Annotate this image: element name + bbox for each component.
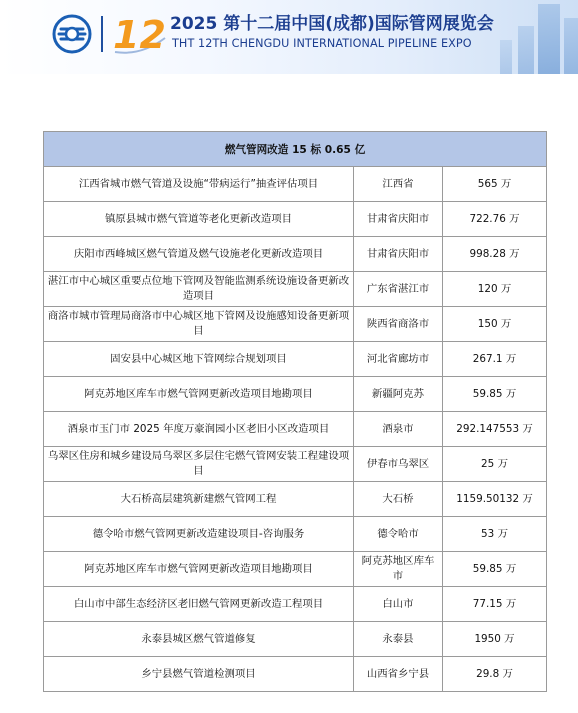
location-cell: 伊春市乌翠区 <box>354 447 443 482</box>
table-title: 燃气管网改造 15 标 0.65 亿 <box>44 132 547 167</box>
building-graphic <box>500 40 512 74</box>
project-name-cell: 酒泉市玉门市 2025 年度万豪润园小区老旧小区改造项目 <box>44 412 354 447</box>
table-row <box>44 517 547 552</box>
table-row <box>44 167 547 202</box>
amount-cell: 150 万 <box>443 307 547 342</box>
project-name-cell: 庆阳市西峰城区燃气管道及燃气设施老化更新改造项目 <box>44 237 354 272</box>
building-graphic <box>538 4 560 74</box>
table-row <box>44 377 547 412</box>
amount-cell: 53 万 <box>443 517 547 552</box>
amount-cell: 565 万 <box>443 167 547 202</box>
project-table <box>43 131 547 692</box>
table-row <box>44 587 547 622</box>
logo-separator <box>101 16 103 52</box>
table-row <box>44 237 547 272</box>
amount-cell: 29.8 万 <box>443 657 547 692</box>
location-cell: 白山市 <box>354 587 443 622</box>
expo-logo <box>52 14 92 54</box>
location-cell: 酒泉市 <box>354 412 443 447</box>
table-row <box>44 552 547 587</box>
location-cell: 甘肃省庆阳市 <box>354 202 443 237</box>
table-row <box>44 307 547 342</box>
project-name-cell: 湛江市中心城区重要点位地下管网及智能监测系统设施设备更新改造项目 <box>44 272 354 307</box>
location-cell: 德令哈市 <box>354 517 443 552</box>
amount-cell: 77.15 万 <box>443 587 547 622</box>
table-row <box>44 202 547 237</box>
amount-cell: 267.1 万 <box>443 342 547 377</box>
table-row <box>44 447 547 482</box>
location-cell: 山西省乡宁县 <box>354 657 443 692</box>
table-row <box>44 657 547 692</box>
project-name-cell: 镇原县城市燃气管道等老化更新改造项目 <box>44 202 354 237</box>
project-table-container <box>43 131 546 692</box>
location-cell: 河北省廊坊市 <box>354 342 443 377</box>
building-graphic <box>564 18 578 74</box>
project-name-cell: 大石桥高层建筑新建燃气管网工程 <box>44 482 354 517</box>
project-name-cell: 永泰县城区燃气管道修复 <box>44 622 354 657</box>
amount-cell: 120 万 <box>443 272 547 307</box>
building-graphic <box>518 26 534 74</box>
project-name-cell: 白山市中部生态经济区老旧燃气管网更新改造工程项目 <box>44 587 354 622</box>
table-header-row <box>44 132 547 167</box>
table-row <box>44 412 547 447</box>
table-row <box>44 342 547 377</box>
expo-banner <box>0 0 578 74</box>
amount-cell: 25 万 <box>443 447 547 482</box>
amount-cell: 1950 万 <box>443 622 547 657</box>
location-cell: 新疆阿克苏 <box>354 377 443 412</box>
project-name-cell: 阿克苏地区库车市燃气管网更新改造项目地勘项目 <box>44 552 354 587</box>
amount-cell: 59.85 万 <box>443 377 547 412</box>
amount-cell: 998.28 万 <box>443 237 547 272</box>
expo-title: 2025 第十二届中国(成都)国际管网展览会 <box>170 14 494 34</box>
table-row <box>44 622 547 657</box>
amount-cell: 1159.50132 万 <box>443 482 547 517</box>
location-cell: 永泰县 <box>354 622 443 657</box>
edition-number: 12 <box>113 13 166 57</box>
table-row <box>44 482 547 517</box>
edition-12-mark <box>111 8 169 58</box>
expo-subtitle: THT 12TH CHENGDU INTERNATIONAL PIPELINE EXPO <box>172 37 472 50</box>
table-row <box>44 272 547 307</box>
location-cell: 阿克苏地区库车市 <box>354 552 443 587</box>
location-cell: 甘肃省庆阳市 <box>354 237 443 272</box>
amount-cell: 722.76 万 <box>443 202 547 237</box>
project-name-cell: 德令哈市燃气管网更新改造建设项目-咨询服务 <box>44 517 354 552</box>
location-cell: 陕西省商洛市 <box>354 307 443 342</box>
project-name-cell: 乌翠区住房和城乡建设局乌翠区多层住宅燃气管网安装工程建设项目 <box>44 447 354 482</box>
project-name-cell: 阿克苏地区库车市燃气管网更新改造项目地勘项目 <box>44 377 354 412</box>
location-cell: 广东省湛江市 <box>354 272 443 307</box>
project-name-cell: 江西省城市燃气管道及设施“带病运行”抽查评估项目 <box>44 167 354 202</box>
project-name-cell: 固安县中心城区地下管网综合规划项目 <box>44 342 354 377</box>
location-cell: 江西省 <box>354 167 443 202</box>
amount-cell: 292.147553 万 <box>443 412 547 447</box>
amount-cell: 59.85 万 <box>443 552 547 587</box>
project-name-cell: 商洛市城市管理局商洛市中心城区地下管网及设施感知设备更新项目 <box>44 307 354 342</box>
location-cell: 大石桥 <box>354 482 443 517</box>
project-name-cell: 乡宁县燃气管道检测项目 <box>44 657 354 692</box>
